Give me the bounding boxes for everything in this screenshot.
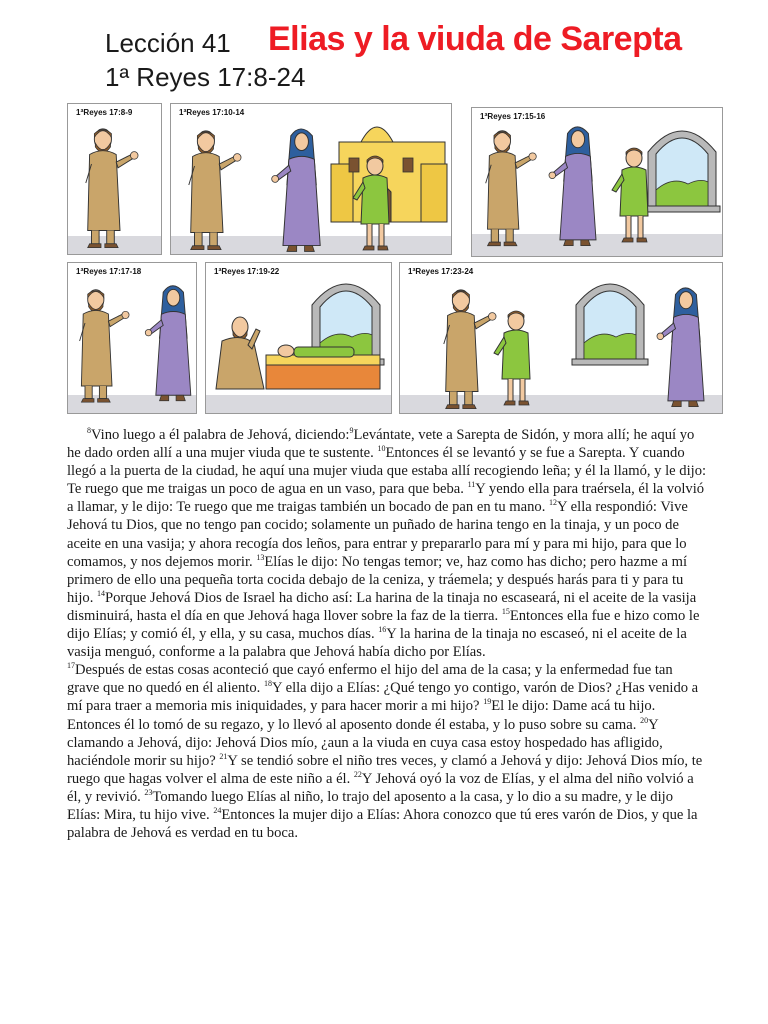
verse-number: 17 <box>67 661 75 671</box>
verse-number: 13 <box>256 552 265 562</box>
verse-number: 24 <box>213 806 222 816</box>
panel-5-illustration <box>206 263 391 413</box>
verse-number: 16 <box>378 625 387 635</box>
illustration-panel-3 <box>471 107 723 257</box>
panel-6-label: 1ªReyes 17:23-24 <box>408 267 474 276</box>
verse-text: Después de estas cosas aconteció que cayó enfermo el hijo del ama de la casa; y la enfermedad fue tan grave que no quedó en él aliento. <box>67 662 673 697</box>
verse-text: Entonces ella fue e hizo como le dijo Elías; y comió él, y ella, y su casa, muchos días. <box>67 607 700 643</box>
scripture-text <box>67 426 707 842</box>
panel-2-illustration <box>171 104 451 254</box>
verse-text: Y la harina de la tinaja no escaseó, ni el aceite de la vasija menguó, conforme a la palabra que Jehová había dicho por Elías. <box>67 626 687 661</box>
verse-text: El le dijo: Dame acá tu hijo. Entonces él lo tomó de su regazo, y lo llevó al aposento donde él estaba, y lo puso sobre su cama. <box>67 698 656 733</box>
verse-number: 9 <box>349 426 354 436</box>
verse-text: Vino luego a él palabra de Jehová, diciendo: <box>91 427 350 443</box>
verse-text: Y ella respondió: Vive Jehová tu Dios, que no tengo pan cocido; solamente un puñado de harina tengo en la tinaja, y un poco de aceite en una vasija; y ahora recogía dos leños, para entrar y prepararlo para mí y para mi hijo, para que lo comamos, y nos dejemos morir. <box>67 499 688 570</box>
verse-number: 21 <box>219 751 228 761</box>
verse-text: Tomando luego Elías al niño, lo trajo del aposento a la casa, y lo dio a su madre, y le dijo Elías: Mira, tu hijo vive. <box>67 788 673 823</box>
illustration-panel-2 <box>170 103 452 255</box>
panel-1-illustration <box>68 104 161 254</box>
verse-number: 15 <box>501 607 510 617</box>
verse-text: Entonces la mujer dijo a Elías: Ahora conozco que tú eres varón de Dios, y que la palabra de Jehová es verdad en tu boca. <box>67 806 698 842</box>
panel-2-label: 1ªReyes 17:10-14 <box>179 108 245 117</box>
kneeling-prophet-icon <box>216 317 264 389</box>
verse-number: 19 <box>483 697 492 707</box>
verse-number: 20 <box>640 715 649 725</box>
illustration-panel-5 <box>205 262 392 414</box>
verse-text: Y Jehová oyó la voz de Elías, y el alma del niño volvió a él, y revivió. <box>67 770 694 805</box>
verse-text: Y clamando a Jehová, dijo: Jehová Dios mío, ¿aun a la viuda en cuya casa estoy hospedado has afligido, haciéndole morir su hijo? <box>67 716 663 769</box>
verse-text: Porque Jehová Dios de Israel ha dicho así: La harina de la tinaja no escaseará, ni el aceite de la vasija disminuirá, hasta el día en que Jehová haga llover sobre la faz de la tierra. <box>67 589 697 624</box>
verse-number: 23 <box>144 788 153 798</box>
paragraph-2 <box>67 661 707 842</box>
verse-number: 14 <box>97 588 106 598</box>
panel-4-illustration <box>68 263 196 413</box>
illustration-panel-6 <box>399 262 723 414</box>
verse-text: Entonces él se levantó y se fue a Sarepta. Y cuando llegó a la puerta de la ciudad, he aquí una mujer viuda que estaba allí recogiendo leña; y él la llamó, y le dijo: Te ruego que me traigas un poco de agua en un vaso, para que beba. <box>67 445 707 498</box>
panel-3-illustration <box>472 108 722 256</box>
illustration-panel-4 <box>67 262 197 414</box>
paragraph-1 <box>67 426 707 661</box>
panel-3-label: 1ªReyes 17:15-16 <box>480 112 546 121</box>
verse-text: Y ella dijo a Elías: ¿Qué tengo yo contigo, varón de Dios? ¿Has venido a mí para traer a memoria mis iniquidades, y para hacer morir a mi hijo? <box>67 680 699 715</box>
panel-5-label: 1ªReyes 17:19-22 <box>214 267 280 276</box>
panel-4-label: 1ªReyes 17:17-18 <box>76 267 142 276</box>
verse-text: Elías le dijo: No tengas temor; ve, haz como has dicho; pero hazme a mí primero de ello una pequeña torta cocida debajo de la ceniza, y tráemela; y después harás para ti y para tu hijo. <box>67 553 687 606</box>
verse-text: Y se tendió sobre el niño tres veces, y clamó a Jehová y dijo: Jehová Dios mío, te ruego que hagas volver el alma de este niño a él. <box>67 752 703 787</box>
lesson-title: Elias y la viuda de Sarepta <box>268 20 682 58</box>
scripture-reference: 1ª Reyes 17:8-24 <box>105 62 306 92</box>
city-building-icon <box>331 127 447 222</box>
verse-text: Y yendo ella para traérsela, él la volvió a llamar, y le dijo: Te ruego que me traigas también un bocado de pan en tu mano. <box>67 481 705 516</box>
verse-number: 22 <box>353 769 362 779</box>
verse-number: 10 <box>377 444 386 454</box>
verse-number: 18 <box>263 679 272 689</box>
verse-text: Levántate, vete a Sarepta de Sidón, y mora allí; he aquí yo he dado orden allí a una mujer viuda que te sustente. <box>67 427 695 462</box>
lesson-number: Lección 41 <box>105 28 231 58</box>
verse-number: 11 <box>467 480 476 490</box>
verse-number: 8 <box>87 426 91 436</box>
verse-number: 12 <box>549 498 558 508</box>
illustration-panel-1 <box>67 103 162 255</box>
panel-6-illustration <box>400 263 722 413</box>
panel-1-label: 1ªReyes 17:8-9 <box>76 108 133 117</box>
